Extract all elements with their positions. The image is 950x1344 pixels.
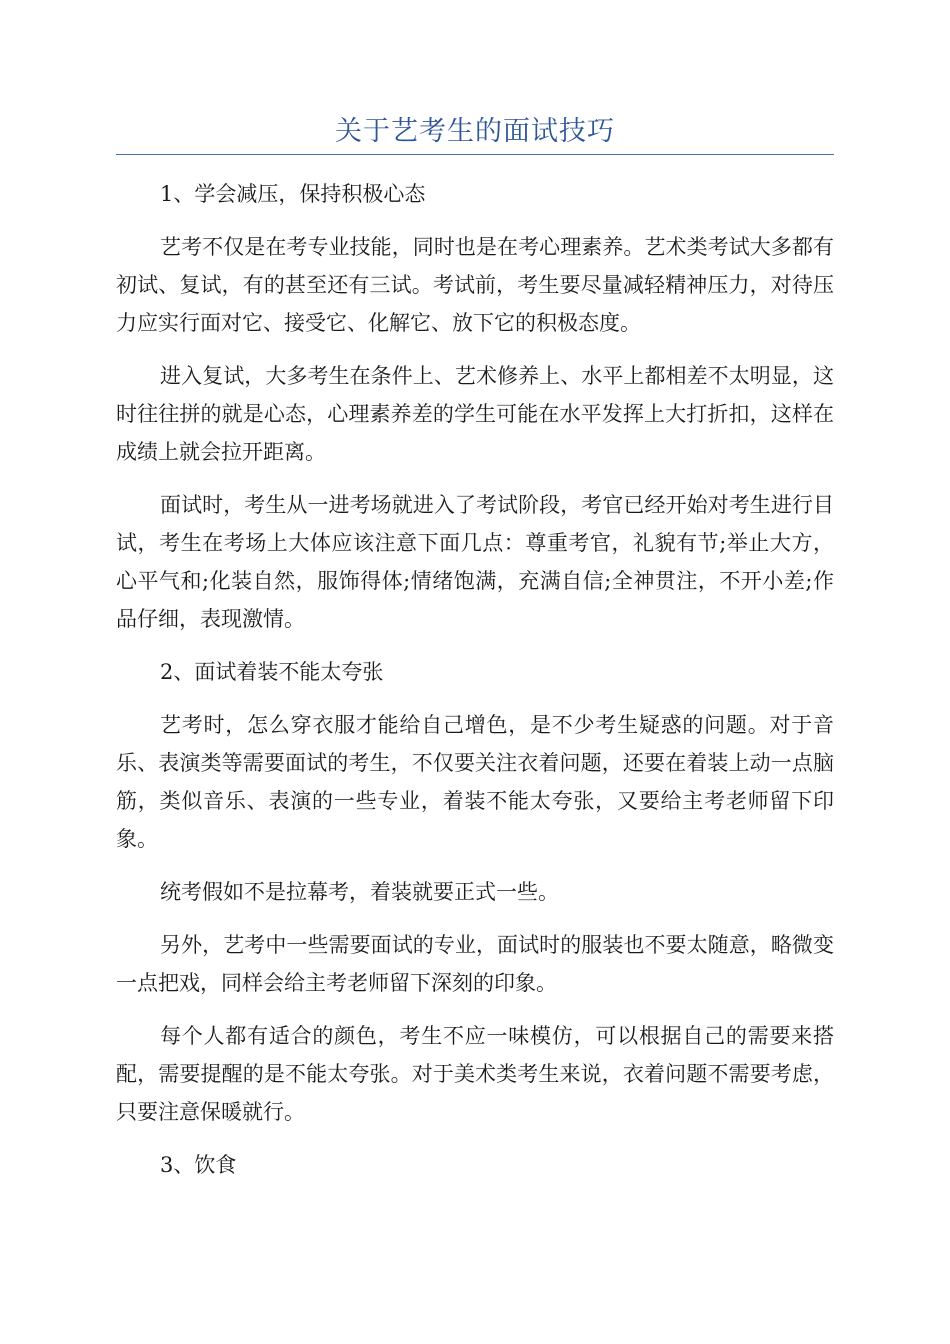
paragraph: 艺考时，怎么穿衣服才能给自己增色，是不少考生疑惑的问题。对于音乐、表演类等需要面试的考生，不仅要关注衣着问题，还要在着装上动一点脑筋，类似音乐、表演的一些专业，着装不能太夸张，又要给主考老师留下印象。 (116, 713, 834, 851)
paragraph: 另外，艺考中一些需要面试的专业，面试时的服装也不要太随意，略微变一点把戏，同样会给主考老师留下深刻的印象。 (116, 933, 834, 995)
paragraph: 艺考不仅是在考专业技能，同时也是在考心理素养。艺术类考试大多都有初试、复试，有的甚至还有三试。考试前，考生要尽量减轻精神压力，对待压力应实行面对它、接受它、化解它、放下它的积极态度。 (116, 235, 834, 335)
section-heading-2: 2、面试着装不能太夸张 (160, 660, 384, 684)
document-body (116, 175, 834, 1199)
paragraph: 面试时，考生从一进考场就进入了考试阶段，考官已经开始对考生进行目试，考生在考场上大体应该注意下面几点：尊重考官，礼貌有节;举止大方，心平气和;化装自然，服饰得体;情绪饱满，充满自信;全神贯注，不开小差;作品仔细，表现激情。 (116, 493, 834, 631)
section-heading-3: 3、饮食 (160, 1153, 237, 1177)
section-heading-1: 1、学会减压，保持积极心态 (160, 182, 426, 206)
paragraph: 统考假如不是拉幕考，着装就要正式一些。 (160, 880, 559, 904)
title-block (116, 112, 834, 155)
paragraph: 进入复试，大多考生在条件上、艺术修养上、水平上都相差不太明显，这时往往拼的就是心态，心理素养差的学生可能在水平发挥上大打折扣，这样在成绩上就会拉开距离。 (116, 364, 834, 464)
page-title: 关于艺考生的面试技巧 (335, 116, 615, 147)
paragraph: 每个人都有适合的颜色，考生不应一味模仿，可以根据自己的需要来搭配，需要提醒的是不能太夸张。对于美术类考生来说，衣着问题不需要考虑，只要注意保暖就行。 (116, 1024, 834, 1124)
